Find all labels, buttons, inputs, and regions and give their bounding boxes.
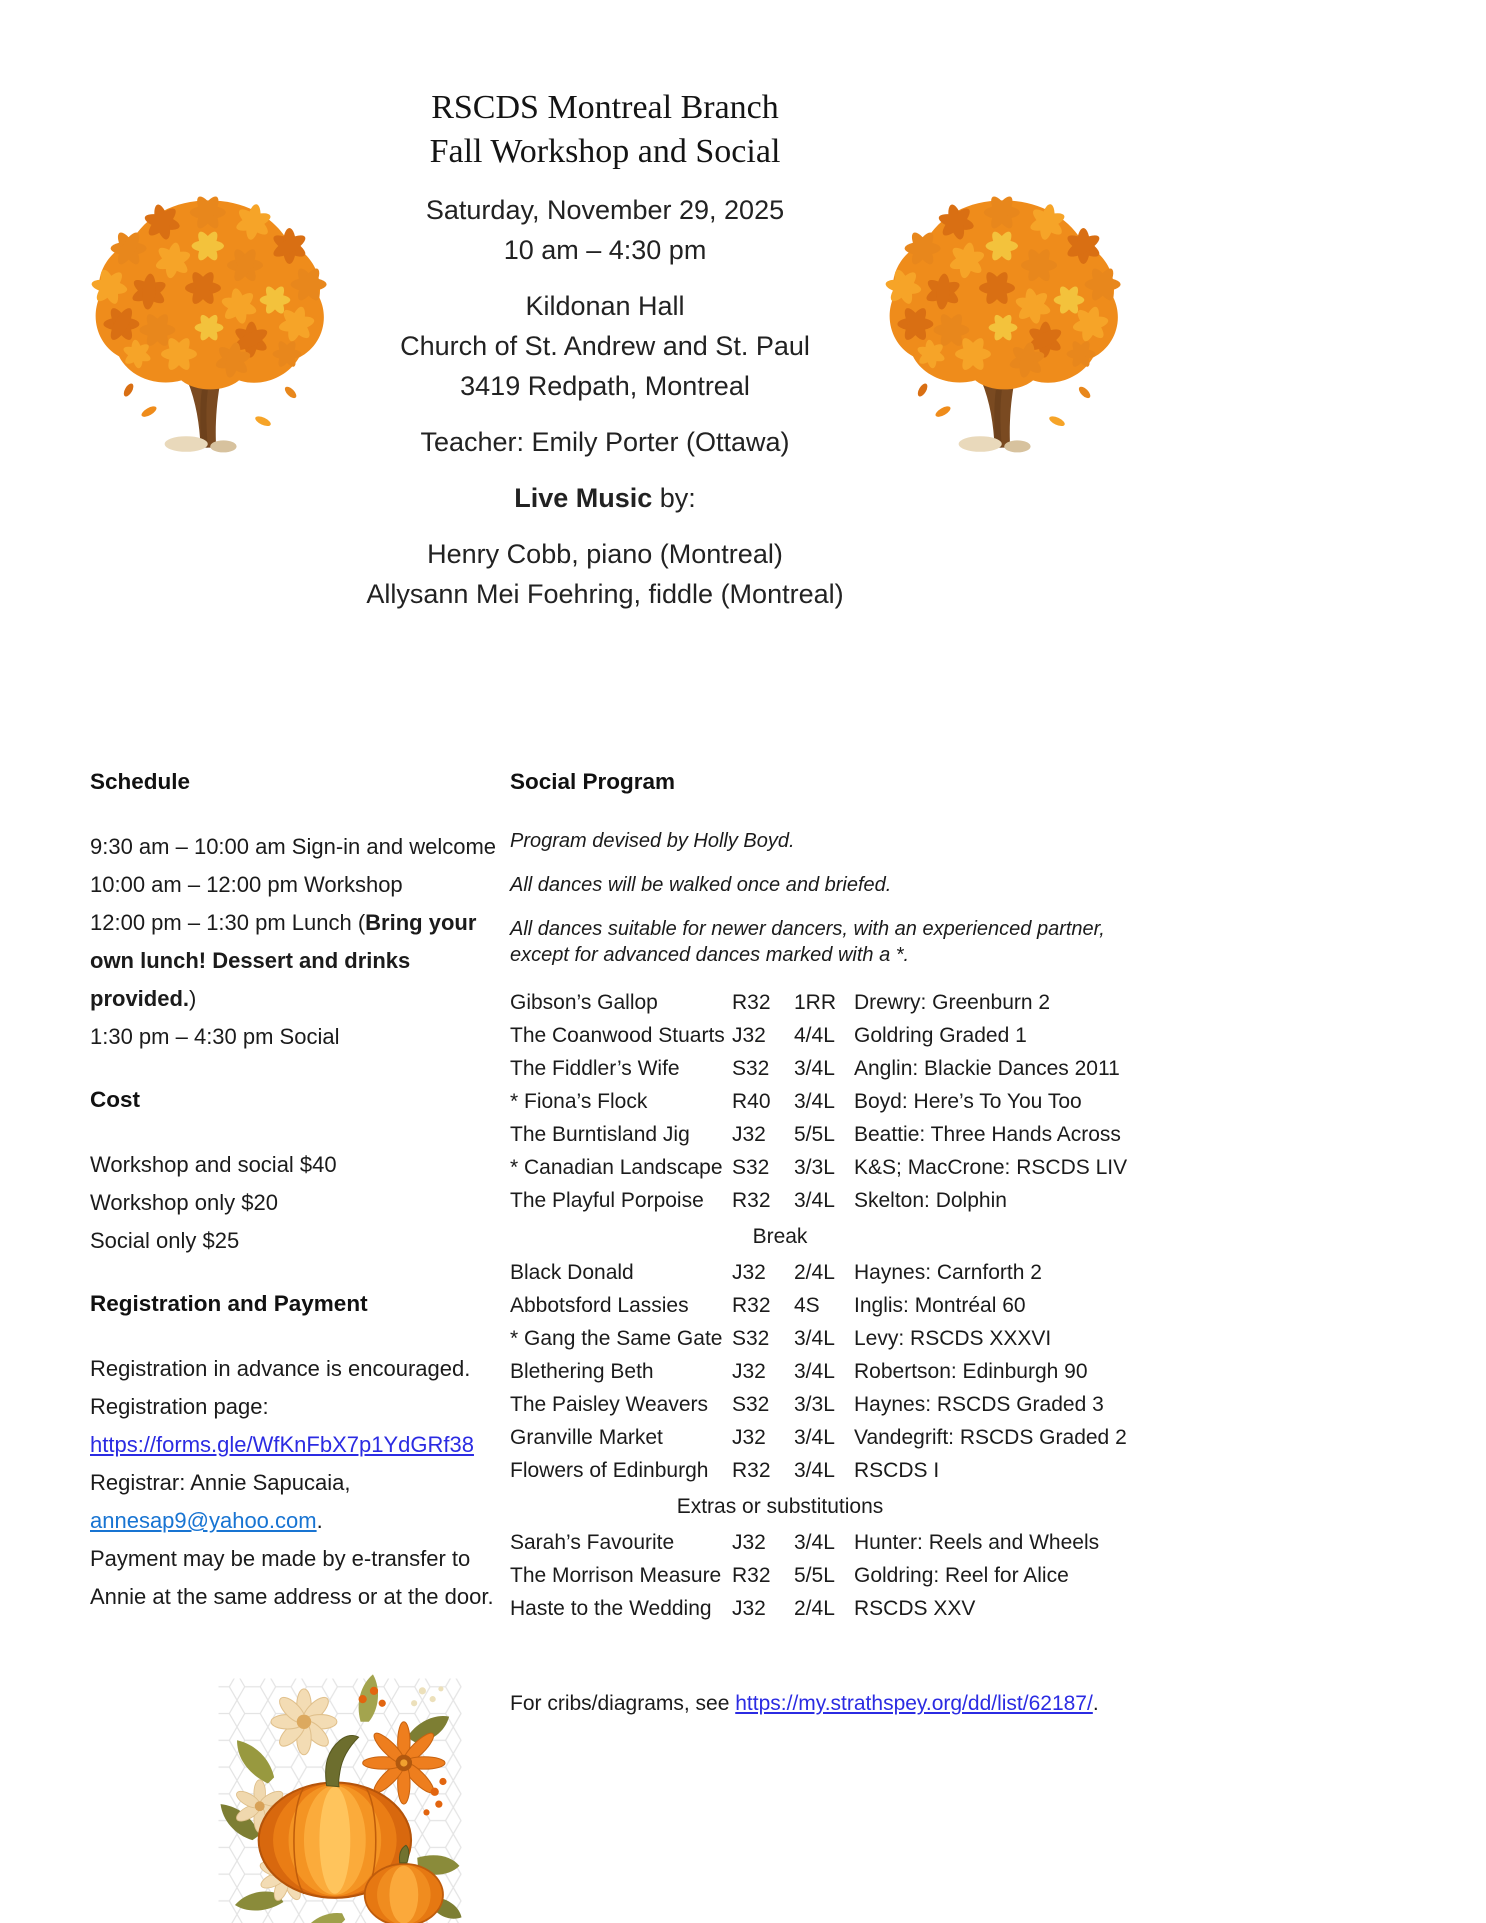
dance-set: 3/4L bbox=[794, 1090, 835, 1113]
registration-line: Registration page: bbox=[90, 1394, 269, 1419]
dance-source: Drewry: Greenburn 2 bbox=[854, 991, 1051, 1014]
dance-set: 5/5L bbox=[794, 1564, 835, 1587]
schedule-heading: Schedule bbox=[90, 769, 191, 794]
dance-row bbox=[510, 1118, 1150, 1151]
dance-source: Vandegrift: RSCDS Graded 2 bbox=[854, 1426, 1127, 1449]
cribs-footer bbox=[510, 1689, 1150, 1719]
registrar-email-post: . bbox=[316, 1508, 323, 1533]
dance-row bbox=[510, 1184, 1150, 1217]
dance-type: J32 bbox=[732, 1597, 766, 1620]
registration-line: Payment may be made by e-transfer to Annie at the same address or at the door. bbox=[90, 1546, 494, 1609]
registration-form-link[interactable]: https://forms.gle/WfKnFbX7p1YdGRf38 bbox=[90, 1432, 474, 1457]
dance-set: 3/4L bbox=[794, 1531, 835, 1554]
dance-source: Hunter: Reels and Wheels bbox=[854, 1531, 1100, 1554]
dance-type: S32 bbox=[732, 1057, 770, 1080]
dance-name: Granville Market bbox=[510, 1426, 663, 1449]
teacher-line: Teacher: Emily Porter (Ottawa) bbox=[420, 427, 790, 457]
dance-name: * Gang the Same Gate bbox=[510, 1327, 723, 1350]
cost-line: Workshop and social $40 bbox=[90, 1152, 337, 1177]
dance-set: 2/4L bbox=[794, 1597, 835, 1620]
schedule-lunch-pre: 12:00 pm – 1:30 pm Lunch ( bbox=[90, 910, 366, 935]
dance-set: 1RR bbox=[794, 991, 837, 1014]
dance-name: Flowers of Edinburgh bbox=[510, 1459, 709, 1482]
venue-name: Kildonan Hall bbox=[525, 291, 685, 321]
musician-1: Henry Cobb, piano (Montreal) bbox=[427, 539, 783, 569]
dance-name: * Canadian Landscape bbox=[510, 1156, 723, 1179]
dance-name: * Fiona’s Flock bbox=[510, 1090, 648, 1113]
dance-set: 3/4L bbox=[794, 1057, 835, 1080]
musician-2: Allysann Mei Foehring, fiddle (Montreal) bbox=[366, 579, 844, 609]
program-note: Program devised by Holly Boyd. bbox=[510, 830, 795, 852]
live-music-label: Live Music bbox=[514, 483, 653, 513]
extras-table bbox=[510, 1526, 1150, 1625]
dance-name: Haste to the Wedding bbox=[510, 1597, 712, 1620]
dance-source: RSCDS XXV bbox=[854, 1597, 976, 1620]
right-column bbox=[510, 768, 1150, 1719]
registration-line: Registrar: Annie Sapucaia, bbox=[90, 1470, 351, 1495]
live-music-rest: by: bbox=[652, 483, 696, 513]
dance-name: Abbotsford Lassies bbox=[510, 1294, 689, 1317]
pumpkin-floral-image bbox=[206, 1660, 474, 1923]
dance-source: Anglin: Blackie Dances 2011 bbox=[854, 1057, 1120, 1080]
dance-type: J32 bbox=[732, 1261, 766, 1284]
dance-row bbox=[510, 1355, 1150, 1388]
dance-name: Blethering Beth bbox=[510, 1360, 654, 1383]
dance-name: The Playful Porpoise bbox=[510, 1189, 704, 1212]
dance-row bbox=[510, 1454, 1150, 1487]
dance-set: 4/4L bbox=[794, 1024, 835, 1047]
dance-type: R32 bbox=[732, 991, 771, 1014]
schedule-line: 9:30 am – 10:00 am Sign-in and welcome bbox=[90, 834, 497, 859]
dance-row bbox=[510, 1019, 1150, 1052]
dance-row bbox=[510, 1085, 1150, 1118]
dance-name: Gibson’s Gallop bbox=[510, 991, 658, 1014]
dance-source: Robertson: Edinburgh 90 bbox=[854, 1360, 1088, 1383]
cribs-footer-post: . bbox=[1092, 1692, 1099, 1715]
dance-source: Goldring: Reel for Alice bbox=[854, 1564, 1069, 1587]
registration-line bbox=[90, 1502, 514, 1540]
dance-row bbox=[510, 1052, 1150, 1085]
break-label: Break bbox=[752, 1225, 808, 1248]
social-program-heading: Social Program bbox=[510, 769, 676, 794]
dance-type: J32 bbox=[732, 1426, 766, 1449]
program-note: All dances will be walked once and briefed. bbox=[510, 874, 892, 896]
schedule-line bbox=[90, 904, 514, 1018]
venue-building: Church of St. Andrew and St. Paul bbox=[400, 331, 810, 361]
dance-source: K&S; MacCrone: RSCDS LIV bbox=[854, 1156, 1128, 1179]
schedule-list bbox=[90, 828, 514, 1056]
dance-name: Black Donald bbox=[510, 1261, 634, 1284]
registration-text bbox=[90, 1350, 514, 1616]
dance-row bbox=[510, 1289, 1150, 1322]
cost-list bbox=[90, 1146, 514, 1260]
dance-row bbox=[510, 1256, 1150, 1289]
registration-line bbox=[90, 1426, 514, 1464]
dance-set: 3/4L bbox=[794, 1459, 835, 1482]
dance-type: J32 bbox=[732, 1024, 766, 1047]
social-program-table-2 bbox=[510, 1256, 1150, 1487]
dance-set: 3/3L bbox=[794, 1393, 835, 1416]
dance-type: J32 bbox=[732, 1531, 766, 1554]
dance-set: 3/4L bbox=[794, 1189, 835, 1212]
dance-type: J32 bbox=[732, 1360, 766, 1383]
dance-source: Inglis: Montréal 60 bbox=[854, 1294, 1026, 1317]
registration-heading: Registration and Payment bbox=[90, 1291, 368, 1316]
dance-type: S32 bbox=[732, 1327, 770, 1350]
extras-label: Extras or substitutions bbox=[676, 1495, 884, 1518]
dance-row bbox=[510, 1592, 1150, 1625]
registrar-email-link[interactable]: annesap9@yahoo.com bbox=[90, 1508, 317, 1533]
dance-type: J32 bbox=[732, 1123, 766, 1146]
dance-row bbox=[510, 1388, 1150, 1421]
dance-set: 4S bbox=[794, 1294, 820, 1317]
live-music-line bbox=[0, 478, 1210, 518]
dance-name: The Paisley Weavers bbox=[510, 1393, 709, 1416]
cribs-link[interactable]: https://my.strathspey.org/dd/list/62187/ bbox=[735, 1692, 1093, 1715]
dance-source: Skelton: Dolphin bbox=[854, 1189, 1007, 1212]
dance-row bbox=[510, 986, 1150, 1019]
dance-name: The Fiddler’s Wife bbox=[510, 1057, 680, 1080]
dance-source: Haynes: Carnforth 2 bbox=[854, 1261, 1042, 1284]
dance-set: 3/4L bbox=[794, 1360, 835, 1383]
schedule-line: 10:00 am – 12:00 pm Workshop bbox=[90, 872, 403, 897]
dance-set: 3/4L bbox=[794, 1426, 835, 1449]
dance-type: R32 bbox=[732, 1294, 771, 1317]
cost-line: Workshop only $20 bbox=[90, 1190, 278, 1215]
dance-type: R40 bbox=[732, 1090, 771, 1113]
dance-source: Boyd: Here’s To You Too bbox=[854, 1090, 1082, 1113]
dance-source: RSCDS I bbox=[854, 1459, 940, 1482]
dance-source: Haynes: RSCDS Graded 3 bbox=[854, 1393, 1104, 1416]
event-date: Saturday, November 29, 2025 bbox=[425, 195, 785, 225]
social-program-notes bbox=[510, 828, 1150, 968]
social-program-table-1 bbox=[510, 986, 1150, 1217]
dance-name: Sarah’s Favourite bbox=[510, 1531, 675, 1554]
dance-source: Beattie: Three Hands Across bbox=[854, 1123, 1121, 1146]
header bbox=[0, 86, 1210, 614]
cost-line: Social only $25 bbox=[90, 1228, 240, 1253]
dance-row bbox=[510, 1322, 1150, 1355]
dance-row bbox=[510, 1421, 1150, 1454]
schedule-lunch-bold: Bring your own lunch! Dessert and drinks provided. bbox=[90, 910, 477, 1011]
dance-set: 5/5L bbox=[794, 1123, 835, 1146]
left-column bbox=[90, 768, 514, 1923]
event-title-line1: RSCDS Montreal Branch bbox=[431, 89, 779, 126]
dance-row bbox=[510, 1526, 1150, 1559]
schedule-line: 1:30 pm – 4:30 pm Social bbox=[90, 1024, 340, 1049]
dance-set: 3/4L bbox=[794, 1327, 835, 1350]
schedule-lunch-post: ) bbox=[189, 986, 197, 1011]
registration-line: Registration in advance is encouraged. bbox=[90, 1356, 471, 1381]
dance-set: 2/4L bbox=[794, 1261, 835, 1284]
dance-name: The Burntisland Jig bbox=[510, 1123, 690, 1146]
cribs-footer-pre: For cribs/diagrams, see bbox=[510, 1692, 736, 1715]
dance-type: S32 bbox=[732, 1393, 770, 1416]
dance-type: R32 bbox=[732, 1564, 771, 1587]
dance-row bbox=[510, 1151, 1150, 1184]
dance-type: S32 bbox=[732, 1156, 770, 1179]
event-time: 10 am – 4:30 pm bbox=[503, 235, 707, 265]
dance-name: The Coanwood Stuarts bbox=[510, 1024, 725, 1047]
dance-set: 3/3L bbox=[794, 1156, 835, 1179]
dance-type: R32 bbox=[732, 1459, 771, 1482]
venue-address: 3419 Redpath, Montreal bbox=[460, 371, 750, 401]
event-title-line2: Fall Workshop and Social bbox=[429, 133, 781, 170]
dance-row bbox=[510, 1559, 1150, 1592]
dance-source: Goldring Graded 1 bbox=[854, 1024, 1027, 1047]
program-note: All dances suitable for newer dancers, with an experienced partner, except for advanced dances marked with a *. bbox=[510, 918, 1105, 966]
cost-heading: Cost bbox=[90, 1087, 140, 1112]
dance-type: R32 bbox=[732, 1189, 771, 1212]
dance-name: The Morrison Measure bbox=[510, 1564, 722, 1587]
dance-source: Levy: RSCDS XXXVI bbox=[854, 1327, 1052, 1350]
